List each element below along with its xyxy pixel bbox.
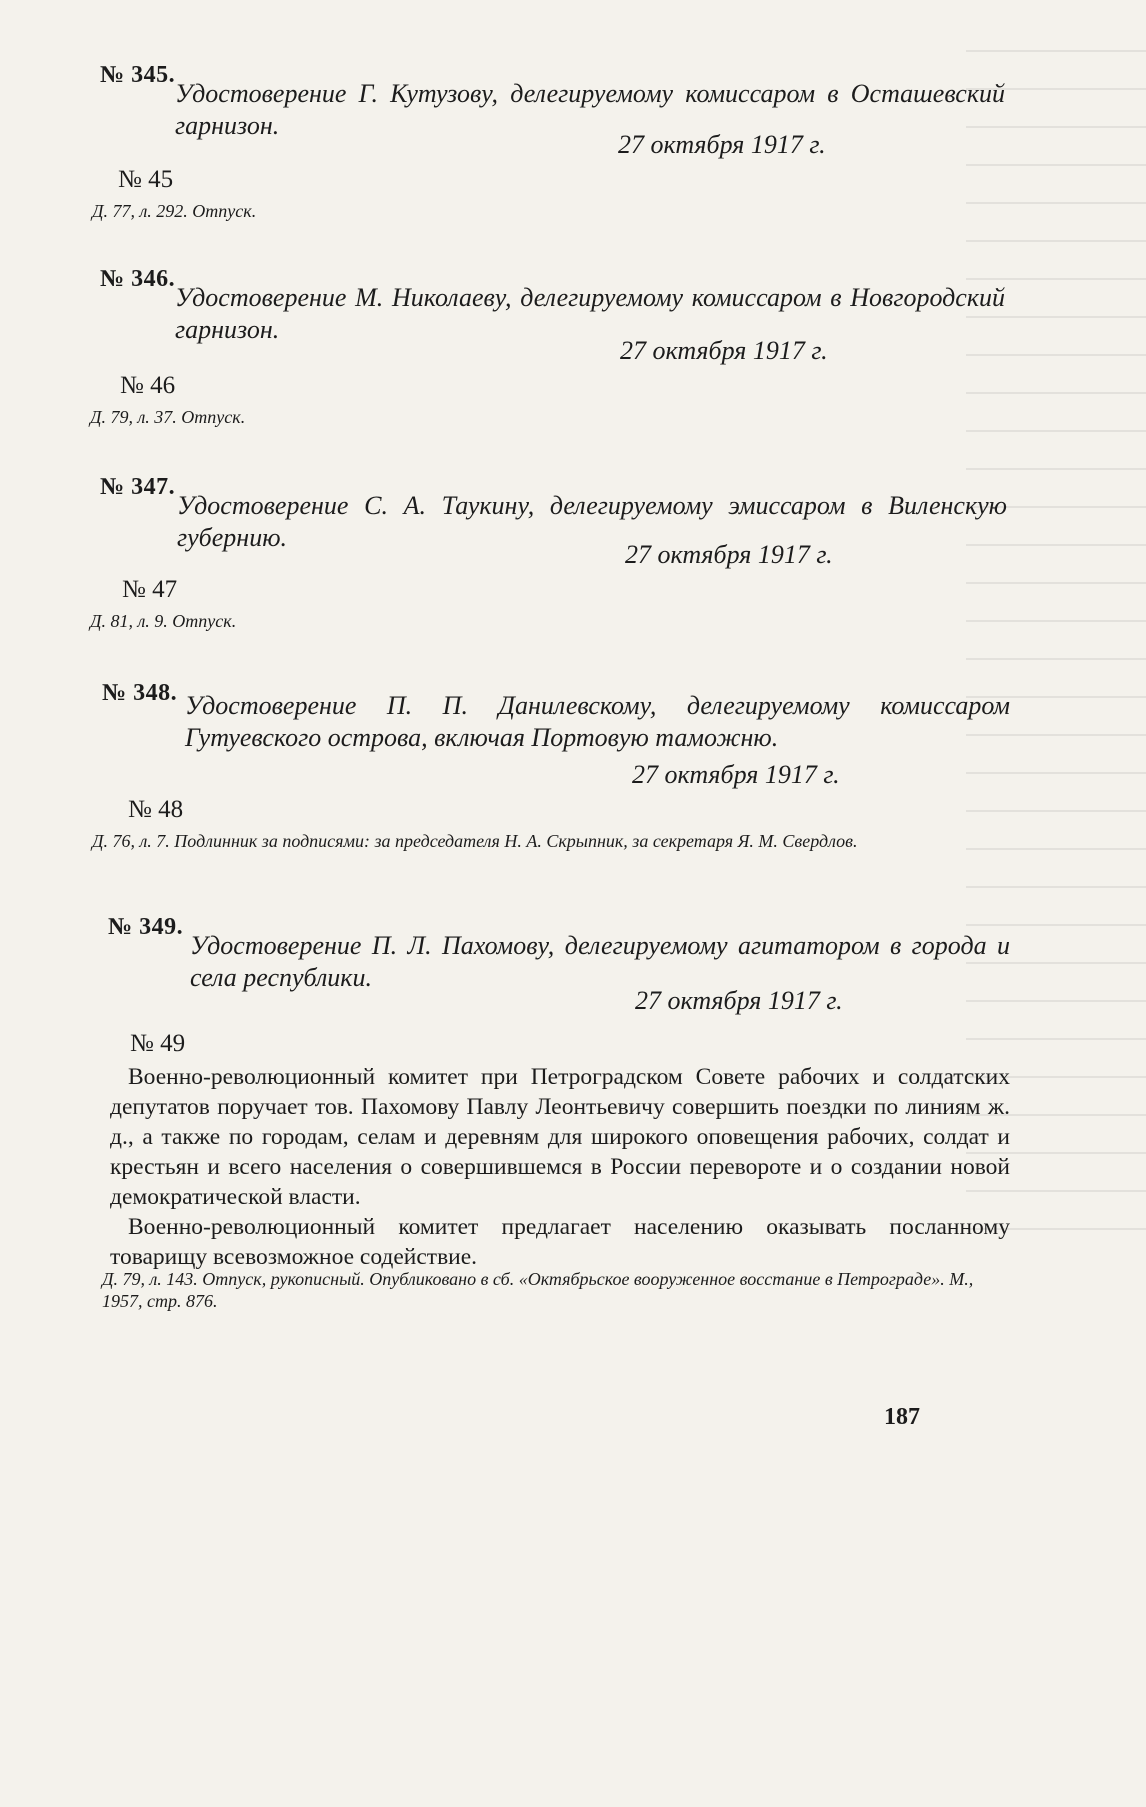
doc-347-source: Д. 81, л. 9. Отпуск.	[90, 611, 237, 631]
doc-349-seq: № 49	[130, 1030, 186, 1057]
doc-346-title: Удостоверение М. Николаеву, делегируемому комиссаром в Новгородский гарнизон.	[175, 283, 1005, 344]
page-number: 187	[884, 1404, 920, 1430]
doc-347-date: 27 октября 1917 г.	[625, 540, 833, 569]
doc-346-source: Д. 79, л. 37. Отпуск.	[90, 407, 246, 427]
doc-345-date: 27 октября 1917 г.	[618, 130, 826, 159]
doc-345-source: Д. 77, л. 292. Отпуск.	[92, 201, 257, 221]
doc-346-date: 27 октября 1917 г.	[620, 336, 828, 365]
doc-345-title: Удостоверение Г. Кутузову, делегируемому комиссаром в Осташевский гарнизон.	[175, 79, 1005, 140]
doc-348-number: № 348.	[102, 680, 178, 706]
doc-349-body	[110, 1062, 1010, 1272]
doc-349-paragraph-2: Военно-революционный комитет предлагает населению оказывать посланному товарищу всевозможное содействие.	[110, 1214, 1010, 1270]
doc-349-number: № 349.	[108, 914, 184, 940]
doc-345-seq: № 45	[118, 166, 174, 193]
doc-349-title: Удостоверение П. Л. Пахомову, делегируемому агитатором в города и села республики.	[190, 931, 1010, 992]
doc-345-number: № 345.	[100, 62, 176, 88]
doc-347-title: Удостоверение С. А. Таукину, делегируемому эмиссаром в Виленскую губернию.	[177, 491, 1007, 552]
doc-348-seq: № 48	[128, 796, 184, 823]
doc-348-source: Д. 76, л. 7. Подлинник за подписями: за председателя Н. А. Скрыпник, за секретаря Я. М. Свердлов.	[92, 831, 858, 851]
doc-347-seq: № 47	[122, 576, 178, 603]
doc-347-number: № 347.	[100, 474, 176, 500]
doc-349-source: Д. 79, л. 143. Отпуск, рукописный. Опубликовано в сб. «Октябрьское вооруженное восстание в Петрограде». М., 1957, стр. 876.	[102, 1269, 974, 1311]
doc-349-paragraph-1: Военно-революционный комитет при Петроградском Совете рабочих и солдатских депутатов поручает тов. Пахомову Павлу Леонтьевичу совершить поездки по линиям ж. д., а также по городам, селам и деревням для широкого оповещения рабочих, солдат и крестьян и всего населения о совершившемся в России перевороте и о создании новой демократической власти.	[110, 1064, 1010, 1210]
doc-346-number: № 346.	[100, 266, 176, 292]
doc-349-date: 27 октября 1917 г.	[635, 986, 843, 1015]
doc-348-title: Удостоверение П. П. Данилевскому, делегируемому комиссаром Гутуевского острова, включая Портовую таможню.	[185, 691, 1010, 752]
doc-348-date: 27 октября 1917 г.	[632, 760, 840, 789]
doc-346-seq: № 46	[120, 372, 176, 399]
